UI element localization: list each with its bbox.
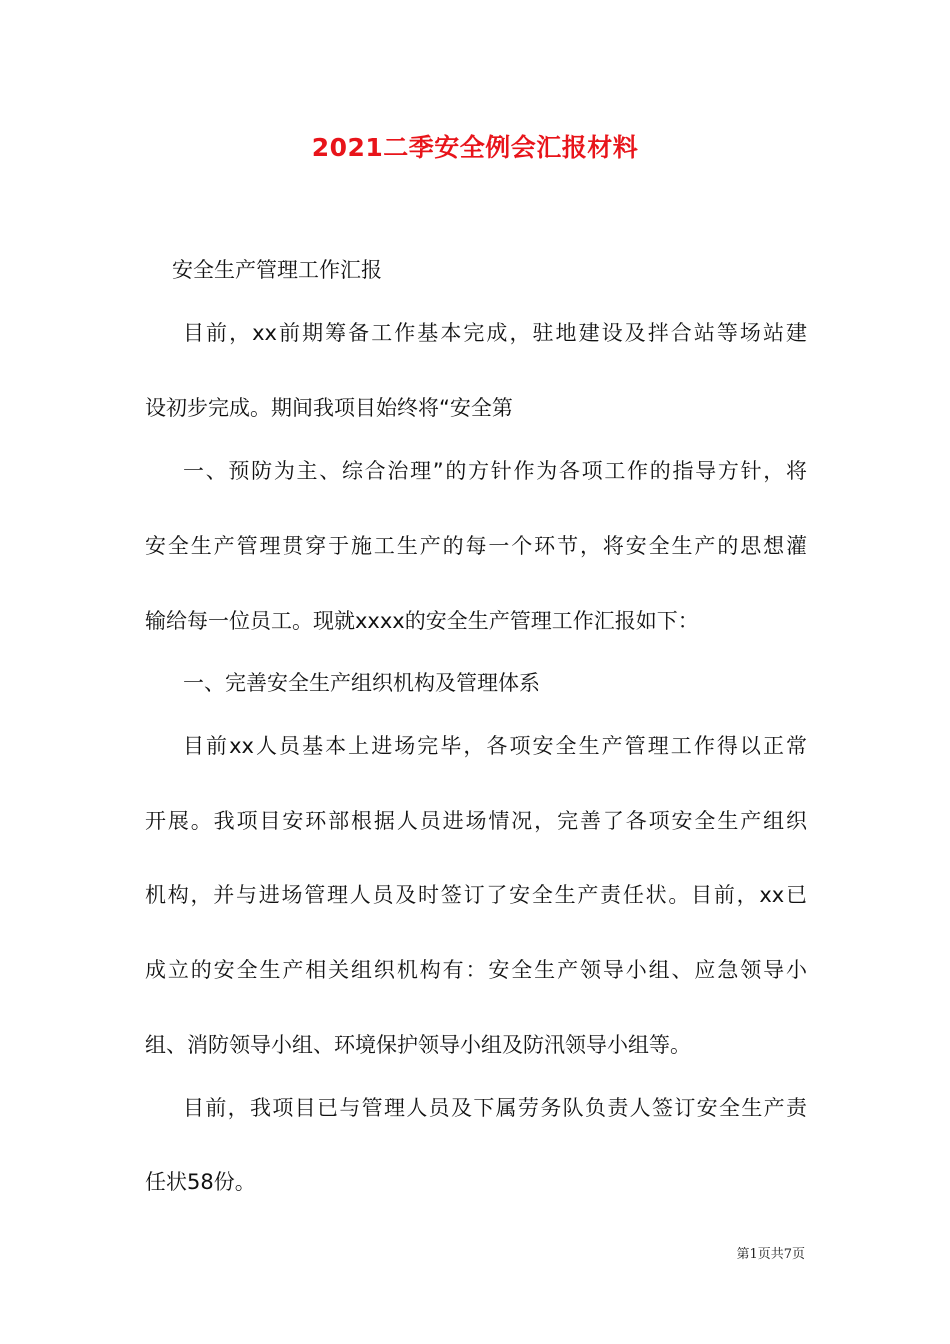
paragraph-line: 目前，xx前期筹备工作基本完成，驻地建设及拌合站等场站建 [183, 321, 807, 345]
paragraph-line: 成立的安全生产相关组织机构有：安全生产领导小组、应急领导小 [145, 958, 807, 982]
paragraph-line: 目前，我项目已与管理人员及下属劳务队负责人签订安全生产责 [183, 1096, 807, 1120]
section-heading: 安全生产管理工作汇报 [172, 258, 382, 282]
paragraph-line: 安全生产管理贯穿于施工生产的每一个环节，将安全生产的思想灌 [145, 534, 807, 558]
paragraph-line: 开展。我项目安环部根据人员进场情况，完善了各项安全生产组织 [145, 809, 807, 833]
paragraph-line: 目前xx人员基本上进场完毕，各项安全生产管理工作得以正常 [183, 734, 807, 758]
section-heading: 一、完善安全生产组织机构及管理体系 [183, 671, 540, 695]
page-number: 第1页共7页 [736, 1247, 805, 1262]
paragraph-line: 组、消防领导小组、环境保护领导小组及防汛领导小组等。 [145, 1033, 691, 1057]
paragraph-line: 机构，并与进场管理人员及时签订了安全生产责任状。目前，xx已 [145, 883, 807, 907]
paragraph-line: 任状58份。 [145, 1170, 256, 1194]
paragraph-line: 输给每一位员工。现就xxxx的安全生产管理工作汇报如下： [145, 609, 699, 633]
document-title: 2021二季安全例会汇报材料 [311, 133, 639, 162]
paragraph-line: 一、预防为主、综合治理”的方针作为各项工作的指导方针，将 [183, 459, 807, 483]
paragraph-line: 设初步完成。期间我项目始终将“安全第 [145, 396, 513, 420]
